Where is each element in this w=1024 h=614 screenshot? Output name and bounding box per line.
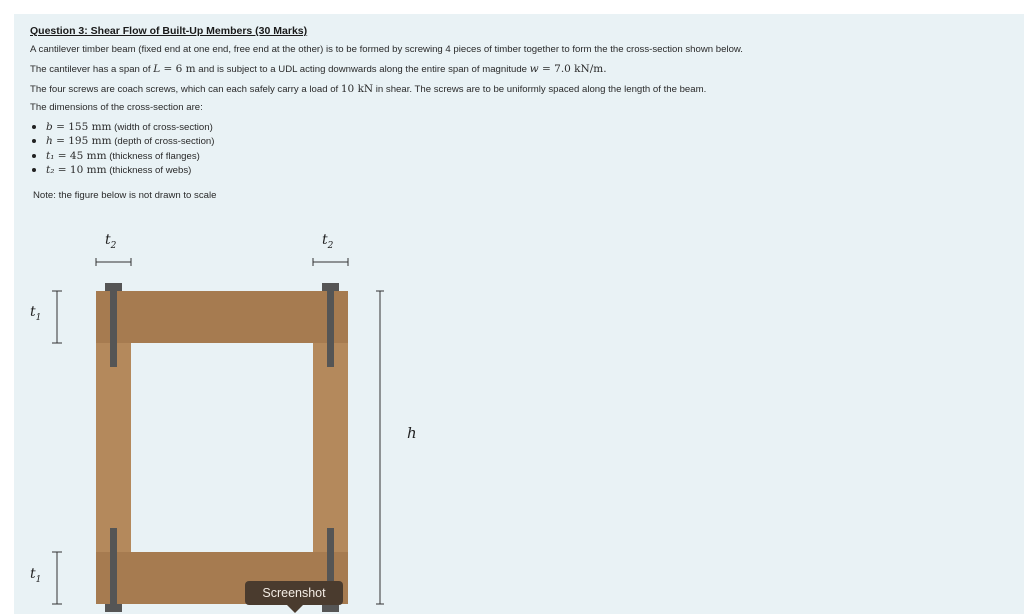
right-web: [313, 343, 348, 552]
figure-note: Note: the figure below is not drawn to scale: [33, 190, 217, 201]
h-dimension: [376, 291, 384, 604]
t2-right-label: $t_2$: [322, 232, 334, 251]
screenshot-tooltip[interactable]: Screenshot: [245, 581, 343, 605]
left-web: [96, 343, 131, 552]
paragraph-dimensions-intro: The dimensions of the cross-section are:: [30, 102, 203, 113]
t1-bottom-label: $t_1$: [30, 566, 42, 585]
list-item: h = 195 mm (depth of cross-section): [30, 135, 214, 149]
list-item: b = 155 mm (width of cross-section): [30, 121, 214, 135]
t2-right-dimension: [313, 258, 348, 266]
paragraph-screws: The four screws are coach screws, which can each safely carry a load of 10 kN in shear. The screws are to be uniformly spaced along the length of the beam.: [30, 83, 707, 95]
t2-left-label: $t_2$: [105, 232, 117, 251]
t1-top-dimension: [52, 291, 62, 343]
question-title: Question 3: Shear Flow of Built-Up Members (30 Marks): [30, 25, 308, 37]
tooltip-tail: [287, 605, 303, 613]
paragraph-span: The cantilever has a span of L = 6 m and is subject to a UDL acting downwards along the entire span of magnitude w = 7.0 kN/m.: [30, 63, 607, 75]
h-label: h: [407, 424, 417, 442]
list-item: t₂ = 10 mm (thickness of webs): [30, 164, 214, 178]
top-flange: [96, 291, 348, 343]
t2-left-dimension: [96, 258, 131, 266]
paragraph-intro: A cantilever timber beam (fixed end at one end, free end at the other) is to be formed by screwing 4 pieces of timber together to form the the cross-section shown below.: [30, 44, 743, 55]
list-item: t₁ = 45 mm (thickness of flanges): [30, 150, 214, 164]
t1-top-label: $t_1$: [30, 304, 42, 323]
t1-bottom-dimension: [52, 552, 62, 604]
